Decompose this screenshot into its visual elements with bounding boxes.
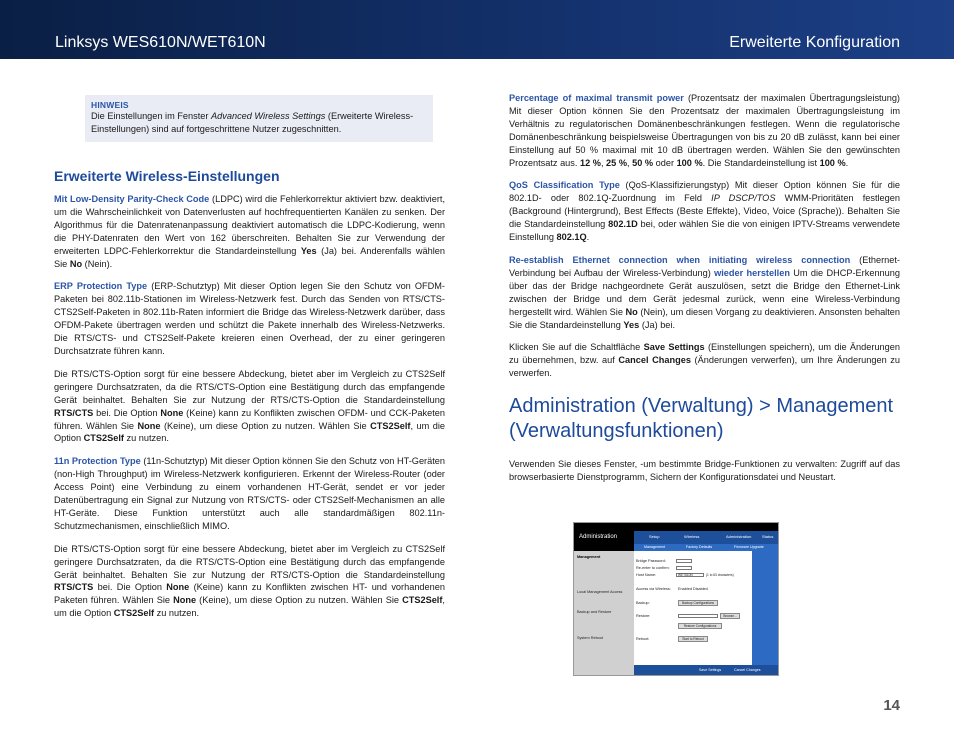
screenshot-bottom-bar (634, 665, 779, 676)
text: (QoS-Klassifizierungstyp) Mit dieser Option können Sie für die 802.1D- oder 802.1Q-Zuordnung im Feld (509, 180, 900, 204)
nav-setup: Setup (649, 534, 660, 539)
bold: Save Settings (643, 342, 705, 353)
nav-wireless: Wireless (684, 534, 700, 539)
label-password: Bridge Password: (636, 559, 666, 563)
bold: RTS/CTS (54, 407, 94, 418)
text: , um die Option (54, 595, 445, 619)
term: Mit Low-Density Parity-Check Code (54, 194, 210, 204)
side-local-access: Local Management Access (577, 590, 623, 594)
text: bei, oder wählen Sie die von einigen IPTV-Streams verwendete Einstellung (509, 219, 900, 243)
text: bei. Die Option (93, 407, 161, 418)
text: (Nein). (82, 258, 113, 269)
screenshot-brand: Administration (579, 534, 618, 540)
note-text: Die Einstellungen im Fenster (91, 111, 212, 121)
text: (Keine) kann zu Konflikten zwischen HT- und vorhandenen Paketen führen. Wählen Sie (54, 582, 445, 606)
admin-paragraph: Verwenden Sie dieses Fenster, -um bestimmte Bridge-Funktionen zu verwalten: Zugriff auf das browserbasierte Dienstprogramm, Sichern der Konfigurationsdatei und Neustart. (509, 459, 900, 483)
side-management: Management (577, 555, 601, 559)
text: (Keine), um diese Option zu nutzen. Wählen Sie (160, 420, 371, 431)
term: ERP Protection Type (54, 281, 148, 292)
note-box (85, 95, 433, 142)
bold: RTS/CTS (54, 582, 94, 593)
restore-button: Restore Configurations (678, 623, 722, 629)
text: bei. Die Option (93, 582, 167, 593)
side-reboot: System Reboot (577, 636, 603, 640)
password-input (676, 559, 692, 563)
text: (Änderungen verwerfen), um Ihre Änderungen zu verwerfen. (509, 355, 900, 379)
host-value: WET610N (678, 573, 693, 577)
restore-file-input (678, 614, 718, 618)
access-radio: Enabled Disabled (678, 587, 708, 591)
label-confirm: Re-enter to confirm: (636, 566, 670, 570)
bold: 25 % (606, 157, 627, 168)
note-body (91, 110, 427, 136)
side-backup: Backup and Restore (577, 610, 612, 614)
ldpc-paragraph (54, 193, 445, 270)
bold: 50 % (632, 157, 654, 168)
erp-paragraph (54, 280, 445, 357)
page-number: 14 (883, 697, 900, 714)
text: Die RTS/CTS-Option sorgt für eine bessere Abdeckung, bietet aber im Vergleich zu CTS2Self geringere Durchsatzraten, da die RTS/CTS-Option eine Bestätigung durch das empfangende Gerät beinhaltet. Behalten Sie zur Nutzung der RTS/CTS-Option die Standardeinstellung (54, 368, 445, 405)
term: wieder herstellen (714, 267, 790, 278)
note-text: (Erweiterte Wireless-Einstellungen) sind auf fortgeschrittene Nutzer zugeschnitten. (91, 111, 414, 134)
screenshot-right-panel (752, 551, 779, 669)
save-settings-button: Save Settings (699, 668, 722, 672)
term: Re-establish Ethernet connection when initiating wireless connection (509, 254, 851, 265)
text: (Ja) bei. (639, 319, 676, 330)
11n-paragraph (54, 455, 445, 532)
text: (Keine), um diese Option zu nutzen. Wählen Sie (196, 595, 403, 606)
bold: 100 % (819, 157, 846, 168)
text: Klicken Sie auf die Schaltfläche (509, 342, 644, 353)
text: zu nutzen. (154, 608, 200, 619)
text: WMM-Prioritäten festlegen (Background (Hintergrund), Best Effects (Beste Effekte), Video, Voice (Sprache)). Behalten Sie die Standardeinstellung (509, 193, 900, 230)
text: zu nutzen. (123, 433, 169, 444)
label-backup: Backup: (636, 601, 650, 605)
nav-status: Status (762, 534, 774, 539)
bold: 100 % (676, 157, 703, 168)
bold: None (173, 595, 197, 606)
bold: None (166, 582, 190, 593)
text: Um die DHCP-Erkennung über das der Bridge nachgeordnete Gerät auszulösen, setzt die Bridge den Ethernet-Link zwischen der Bridge und dem Gerät jedesmal zurück, wenn eine Wireless-Verbindung hergestellt wird. Wählen Sie (509, 267, 900, 317)
label-host: Host Name: (636, 573, 657, 577)
subnav-management: Management (644, 545, 665, 549)
bold: No (69, 258, 83, 269)
text: (Prozentsatz der maximalen Übertragungsleistung) Mit dieser Option können Sie den Prozentsatz der maximalen Übertragungsleistung im Verhältnis zu regulatorischen Domänenbeschränkungen festlegen. Wenn die regulatorische Domänenbeschränkung beispielsweise Übertragungen von bis zu 20 dB zulässt, kann bei einer Einstellung auf 50 % maximal mit 10 dB übertragen werden. Wählen Sie den gewünschten Prozentsatz aus. (509, 93, 900, 168)
text: Die RTS/CTS-Option sorgt für eine bessere Abdeckung, bietet aber im Vergleich zu CTS2Self geringere Durchsatzraten, da die RTS/CTS-Option eine Bestätigung durch das empfangende Gerät beinhaltet. Behalten Sie zur Nutzung der RTS/CTS-Option die Standardeinstellung (54, 543, 445, 580)
management-screenshot (573, 522, 779, 676)
qos-paragraph (509, 179, 900, 244)
reestablish-paragraph (509, 254, 900, 331)
right-column (509, 92, 900, 494)
term: 11n Protection Type (54, 456, 141, 467)
label-restore: Restore: (636, 614, 651, 618)
backup-button: Backup Configurations (678, 600, 718, 606)
text: (Einstellungen speichern), um die Änderungen zu übernehmen, bzw. auf (509, 342, 900, 366)
text: (11n-Schutztyp) Mit dieser Option können Sie den Schutz von HT-Geräten (non-High Throughput) im Wireless-Netzwerk konfigurieren. Erkennt der Wireless-Router (oder Access Point) eine Verbindung zu einem vorhandenen HT-Gerät, sendet er vor jeder Datenübertragung ein Signal zur Nutzung von RTS/CTS- oder CTS2Self-Mechanismen an alle HT-Geräte. Diese Funktion unterstützt auch alle standardmäßigen 802.11n-Schutzmechanismen, einschließlich MIMO. (54, 456, 446, 531)
screenshot-nav (634, 531, 779, 544)
text: . (586, 232, 590, 243)
bold: CTS2Self (83, 433, 124, 444)
text: oder (653, 157, 677, 168)
text: . (845, 157, 849, 168)
text: , (627, 157, 633, 168)
bold: CTS2Self (370, 420, 411, 431)
cancel-changes-button: Cancel Changes (734, 668, 761, 672)
admin-heading: Administration (Verwaltung) > Management (Verwaltungsfunktionen) (509, 395, 894, 443)
bold: Yes (300, 245, 317, 256)
text: (Nein), um diesen Vorgang zu deaktivieren. Ansonsten behalten Sie die Standardeinstellung (509, 306, 900, 330)
note-italic: Advanced Wireless Settings (211, 111, 326, 121)
erp-options-paragraph (54, 368, 445, 445)
bold: CTS2Self (113, 608, 155, 619)
text: (Ja) bei. Anderenfalls wählen Sie (54, 245, 445, 269)
bold: 802.1D (608, 219, 638, 230)
text: , um die Option (54, 420, 445, 444)
text: , (600, 157, 607, 168)
page-header (0, 0, 954, 59)
term: Percentage of maximal transmit power (509, 93, 684, 103)
screenshot-sidebar (574, 551, 634, 676)
transmit-power-paragraph (509, 92, 900, 169)
label-access: Access via Wireless: (636, 587, 671, 591)
subnav-factory: Factory Defaults (686, 545, 713, 549)
bold: No (625, 306, 638, 317)
text: . Die Standardeinstellung ist (702, 157, 820, 168)
bold: Yes (623, 319, 640, 330)
subnav-firmware: Firmware Upgrade (734, 545, 764, 549)
product-title: Linksys WES610N/WET610N (55, 34, 266, 51)
host-hint: (1 to 63 characters) (706, 573, 734, 577)
bold: 802.1Q (556, 232, 587, 243)
screenshot-subnav (634, 544, 779, 551)
browse-button: Browse... (720, 613, 740, 619)
note-title: HINWEIS (91, 100, 129, 110)
bold: None (137, 420, 161, 431)
text: (ERP-Schutztyp) Mit dieser Option legen Sie den Schutz von OFDM-Paketen bei 802.11b-Stationen im Wireless-Netzwerk fest. Durch das Senden von RTS/CTS- CTS2Self-Paketen in 802.11b-Raten informiert die Bridge das Wireless-Netzwerk darüber, dass OFDM-Pakete übertragen werden und schützt die Pakete innerhalb des Wireless-Netzwerks. Die RTS/CTS- und CTS2Self-Pakete kreieren einen Overhead, der zu einer geringeren Durchsatzrate führen kann. (54, 281, 445, 356)
italic: IP DSCP/TOS (711, 193, 776, 204)
screenshot-main (634, 551, 752, 669)
section-title: Erweiterte Wireless-Einstellungen (54, 168, 280, 184)
nav-administration: Administration (726, 534, 752, 539)
bold: 12 % (579, 157, 601, 168)
reboot-button: Start to Reboot (678, 636, 708, 642)
bold: Cancel Changes (618, 355, 691, 366)
term: QoS Classification Type (509, 180, 620, 191)
left-column (54, 95, 445, 630)
bold: None (160, 407, 184, 418)
save-paragraph (509, 341, 900, 380)
text: (Ethernet-Verbindung bei Aufbau der Wireless-Verbindung) (509, 254, 900, 278)
chapter-title: Erweiterte Konfiguration (729, 34, 900, 51)
text: (LDPC) wird die Fehlerkorrektur aktiviert bzw. deaktiviert, um die Wahrscheinlichkeit von Datenverlusten auf hochfrequentierten Kanälen zu senken. Der Algorithmus für die Datenratenanpassung deaktiviert automatisch die LDPC-Kodierung, wenn die PHY-Datenraten den Wert von 162 überschreiten. Behalten Sie zur Verwendung der erweiterten LDPC-Fehlerkorrektur die Standardeinstellung (54, 194, 446, 256)
11n-options-paragraph (54, 543, 445, 620)
bold: CTS2Self (402, 595, 443, 606)
confirm-input (676, 566, 692, 570)
label-reboot: Reboot: (636, 637, 650, 641)
text: (Keine) kann zu Konflikten zwischen OFDM- und CCK-Paketen führen. Wählen Sie (54, 407, 445, 431)
